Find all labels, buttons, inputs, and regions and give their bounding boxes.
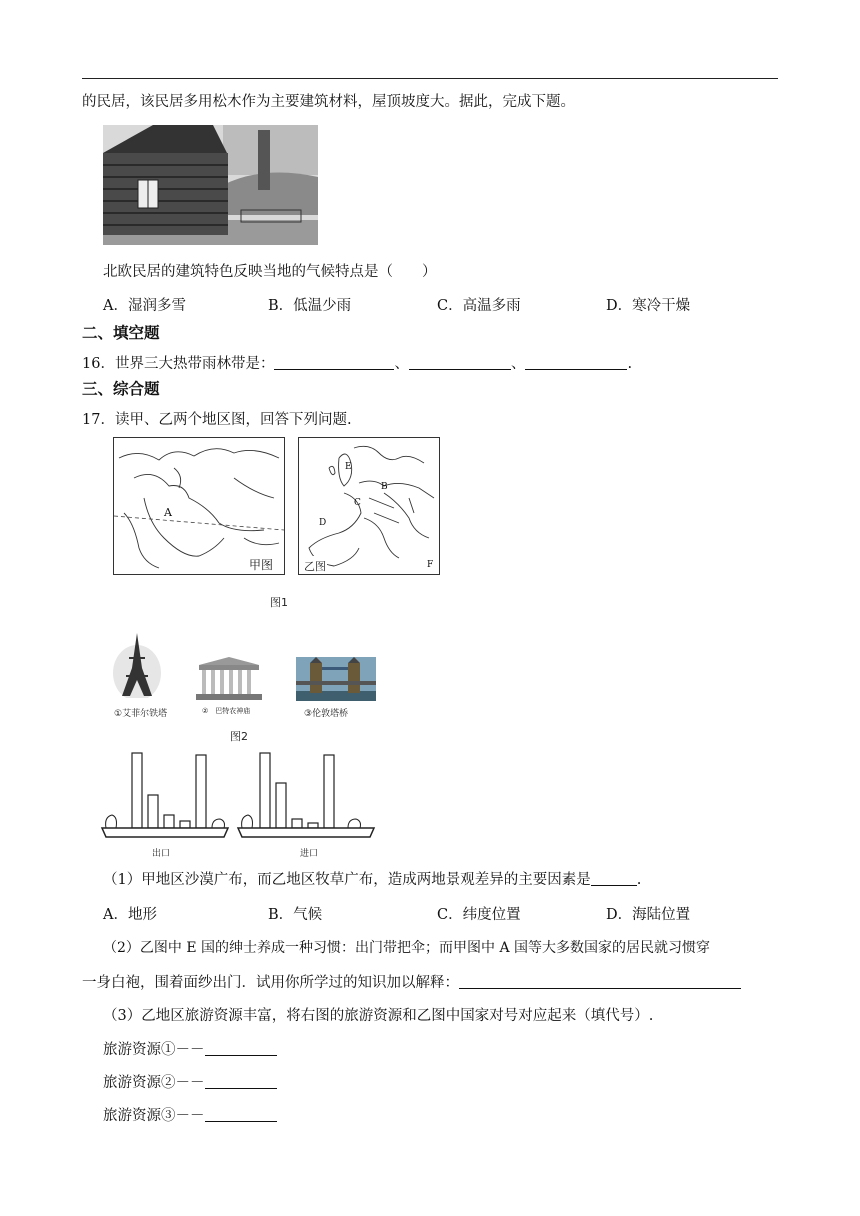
parthenon-image (196, 655, 262, 700)
map-yi-letter-f: F (427, 560, 434, 570)
map-yi-letter-b: B (381, 482, 388, 492)
q17-sub1-end: . (636, 872, 642, 888)
q16-end: . (627, 356, 633, 372)
q15-option-d: D．寒冷干燥 (606, 298, 691, 314)
q17-sub2-line2-wrap (82, 971, 741, 992)
q17-stem: 17．读甲、乙两个地区图，回答下列问题. (82, 412, 352, 428)
landmark-2-caption: ② 巴特农神庙 (202, 707, 251, 715)
export-chart-label: 出口 (152, 849, 171, 859)
cabin-photo (103, 125, 318, 245)
intro-text: 的民居，该民居多用松木作为主要建筑材料，屋顶坡度大。据此，完成下题。 (82, 94, 575, 110)
figure1-caption: 图1 (270, 596, 288, 609)
map-jia-letter-a: A (164, 506, 172, 519)
import-ship-chart (236, 745, 376, 840)
q15-option-b: B．低温少雨 (268, 298, 352, 314)
q17-sub1-option-a: A．地形 (103, 907, 157, 923)
landmark-1-caption: ①艾菲尔铁塔 (114, 709, 168, 719)
map-yi-letter-e: E (345, 462, 352, 472)
export-ship-chart (100, 745, 230, 840)
q17-sub3-item-2-label: 旅游资源②－－ (103, 1075, 205, 1091)
map-yi-letter-d: D (319, 518, 327, 528)
q17-sub1-blank[interactable] (591, 871, 637, 886)
q17-sub3-item-1-label: 旅游资源①－－ (103, 1042, 205, 1058)
q17-sub1-option-d: D．海陆位置 (606, 907, 691, 923)
q16-sep-2: 、 (510, 356, 526, 372)
q17-sub1-option-b: B．气候 (268, 907, 323, 923)
q17-sub3-blank-1[interactable] (205, 1041, 277, 1056)
map-yi-letter-c: C (354, 498, 361, 508)
q16-sep-1: 、 (394, 356, 409, 372)
q17-sub3-item-1 (103, 1038, 277, 1059)
section-fill-blank-heading: 二、填空题 (82, 324, 160, 342)
q17-sub3-blank-2[interactable] (205, 1074, 277, 1089)
q17-sub3: （3）乙地区旅游资源丰富，将右图的旅游资源和乙图中国家对号对应起来（填代号）. (103, 1008, 654, 1024)
q17-sub2-line1: （2）乙图中 E 国的绅士养成一种习惯：出门带把伞；而甲图中 A 国等大多数国家的居民就习惯穿 (103, 940, 711, 956)
section-comprehensive-heading: 三、综合题 (82, 380, 160, 398)
map-yi-label: 乙图 (304, 560, 326, 573)
map-yi (298, 437, 440, 575)
q17-sub2-blank[interactable] (459, 974, 741, 989)
q17-sub3-item-3 (103, 1104, 277, 1125)
q17-sub3-item-3-label: 旅游资源③－－ (103, 1108, 205, 1124)
eiffel-tower-image (112, 628, 162, 698)
q17-sub2-line2: 一身白袍，围着面纱出门．试用你所学过的知识加以解释： (82, 975, 459, 991)
top-rule (82, 78, 778, 79)
q17-sub3-item-2 (103, 1071, 277, 1092)
tower-bridge-image (296, 657, 376, 701)
map-jia-label: 甲图 (249, 558, 274, 572)
landmark-3-caption: ③伦敦塔桥 (304, 709, 349, 719)
q16-blank-2[interactable] (409, 355, 511, 370)
q16-line (82, 352, 632, 373)
q16-text: 16．世界三大热带雨林带是： (82, 356, 275, 372)
q16-blank-3[interactable] (525, 355, 627, 370)
q15-stem: 北欧民居的建筑特色反映当地的气候特点是（ ） (103, 264, 437, 280)
map-jia (113, 437, 285, 575)
q15-option-a: A．湿润多雪 (103, 298, 186, 314)
q17-sub1 (103, 868, 641, 889)
q17-sub1-text: （1）甲地区沙漠广布，而乙地区牧草广布，造成两地景观差异的主要因素是 (103, 872, 591, 888)
q17-sub1-option-c: C．纬度位置 (437, 907, 521, 923)
import-chart-label: 进口 (300, 849, 319, 859)
q16-blank-1[interactable] (274, 355, 394, 370)
q17-sub3-blank-3[interactable] (205, 1107, 277, 1122)
figure2-caption: 图2 (230, 730, 248, 743)
q15-option-c: C．高温多雨 (437, 298, 521, 314)
